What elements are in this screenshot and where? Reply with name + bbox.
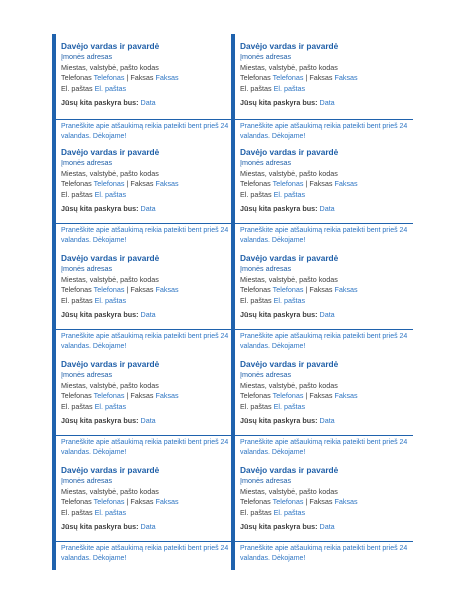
appointment-card — [235, 140, 413, 246]
company-address: Įmonės adresas — [61, 476, 113, 485]
fax-value: Faksas — [155, 285, 179, 294]
phone-value: Telefonas — [93, 285, 125, 294]
next-appointment-label: Jūsų kita paskyra bus: — [61, 98, 139, 107]
cancellation-notice: Praneškite apie atšaukimą reikia pateikti bent prieš 24 valandas. Dėkojame! — [240, 123, 408, 140]
next-appointment-line — [240, 416, 413, 426]
next-appointment-line — [240, 98, 413, 108]
phone-value: Telefonas — [93, 73, 125, 82]
appointment-card — [235, 458, 413, 564]
next-appointment-date: Data — [140, 310, 156, 319]
email-label: El. paštas — [61, 83, 93, 93]
email-label: El. paštas — [61, 295, 93, 305]
cancellation-notice: Praneškite apie atšaukimą reikia pateikti bent prieš 24 valandas. Dėkojame! — [61, 123, 229, 140]
fax-value: Faksas — [334, 285, 358, 294]
next-appointment-line — [61, 98, 234, 108]
next-appointment-date: Data — [319, 204, 335, 213]
phone-value: Telefonas — [272, 391, 304, 400]
separator: | — [305, 73, 308, 82]
divider — [56, 223, 234, 224]
separator: | — [305, 497, 308, 506]
contact-block — [240, 464, 413, 532]
company-address: Įmonės adresas — [61, 158, 113, 167]
divider — [235, 435, 413, 436]
phone-label: Telefonas — [61, 73, 92, 82]
appointment-card — [56, 140, 234, 246]
email-label: El. paštas — [240, 189, 272, 199]
city-line: Miestas, valstybė, pašto kodas — [61, 274, 159, 284]
phone-label: Telefonas — [240, 285, 271, 294]
cancellation-notice: Praneškite apie atšaukimą reikia pateikti bent prieš 24 valandas. Dėkojame! — [61, 439, 229, 456]
company-address: Įmonės adresas — [240, 264, 292, 273]
separator: | — [305, 391, 308, 400]
fax-value: Faksas — [155, 73, 179, 82]
next-appointment-date: Data — [319, 310, 335, 319]
email-label: El. paštas — [240, 295, 272, 305]
cancellation-notice: Praneškite apie atšaukimą reikia pateikti bent prieš 24 valandas. Dėkojame! — [240, 545, 408, 562]
email-line — [240, 190, 413, 201]
appointment-card — [235, 246, 413, 352]
card-column-right — [231, 34, 413, 570]
fax-label: Faksas — [309, 73, 333, 82]
company-address: Įmonės adresas — [240, 158, 292, 167]
provider-name: Davėjo vardas ir pavardė — [240, 147, 339, 157]
city-line: Miestas, valstybė, pašto kodas — [61, 486, 159, 496]
next-appointment-label: Jūsų kita paskyra bus: — [61, 310, 139, 319]
separator: | — [126, 179, 129, 188]
phone-label: Telefonas — [240, 497, 271, 506]
phone-label: Telefonas — [240, 391, 271, 400]
cancellation-notice: Praneškite apie atšaukimą reikia pateikti bent prieš 24 valandas. Dėkojame! — [240, 333, 408, 350]
fax-label: Faksas — [130, 497, 154, 506]
email-value: El. paštas — [273, 507, 306, 517]
company-address: Įmonės adresas — [61, 52, 113, 61]
provider-name: Davėjo vardas ir pavardė — [240, 41, 339, 51]
company-address: Įmonės adresas — [240, 476, 292, 485]
email-value: El. paštas — [273, 189, 306, 199]
divider — [56, 541, 234, 542]
city-line: Miestas, valstybė, pašto kodas — [240, 168, 338, 178]
phone-label: Telefonas — [61, 391, 92, 400]
provider-name: Davėjo vardas ir pavardė — [61, 359, 160, 369]
phone-fax-line — [61, 179, 234, 190]
city-line: Miestas, valstybė, pašto kodas — [61, 380, 159, 390]
email-label: El. paštas — [61, 189, 93, 199]
email-line — [240, 402, 413, 413]
provider-name: Davėjo vardas ir pavardė — [61, 41, 160, 51]
phone-value: Telefonas — [272, 73, 304, 82]
next-appointment-line — [61, 204, 234, 214]
separator: | — [126, 73, 129, 82]
phone-fax-line — [240, 497, 413, 508]
next-appointment-date: Data — [319, 416, 335, 425]
next-appointment-line — [240, 204, 413, 214]
contact-block — [240, 252, 413, 320]
contact-block — [61, 464, 234, 532]
phone-fax-line — [61, 391, 234, 402]
company-address: Įmonės adresas — [61, 370, 113, 379]
next-appointment-date: Data — [319, 98, 335, 107]
phone-fax-line — [61, 73, 234, 84]
city-line: Miestas, valstybė, pašto kodas — [61, 62, 159, 72]
next-appointment-line — [240, 522, 413, 532]
appointment-card — [235, 34, 413, 140]
email-value: El. paštas — [94, 295, 127, 305]
card-column-left — [52, 34, 234, 570]
separator: | — [126, 497, 129, 506]
fax-value: Faksas — [334, 497, 358, 506]
separator: | — [126, 391, 129, 400]
phone-value: Telefonas — [93, 179, 125, 188]
email-value: El. paštas — [273, 401, 306, 411]
phone-value: Telefonas — [93, 497, 125, 506]
email-line — [61, 402, 234, 413]
email-line — [61, 190, 234, 201]
phone-value: Telefonas — [272, 285, 304, 294]
fax-label: Faksas — [130, 391, 154, 400]
next-appointment-label: Jūsų kita paskyra bus: — [240, 204, 318, 213]
divider — [235, 541, 413, 542]
contact-block — [240, 358, 413, 426]
cancellation-notice: Praneškite apie atšaukimą reikia pateikti bent prieš 24 valandas. Dėkojame! — [61, 545, 229, 562]
next-appointment-date: Data — [140, 522, 156, 531]
fax-value: Faksas — [155, 497, 179, 506]
next-appointment-line — [61, 522, 234, 532]
cancellation-notice: Praneškite apie atšaukimą reikia pateikti bent prieš 24 valandas. Dėkojame! — [61, 333, 229, 350]
contact-block — [61, 146, 234, 214]
next-appointment-label: Jūsų kita paskyra bus: — [61, 416, 139, 425]
email-line — [61, 508, 234, 519]
fax-value: Faksas — [155, 391, 179, 400]
cancellation-notice: Praneškite apie atšaukimą reikia pateikti bent prieš 24 valandas. Dėkojame! — [61, 227, 229, 244]
email-value: El. paštas — [273, 83, 306, 93]
contact-block — [61, 40, 234, 108]
fax-label: Faksas — [130, 285, 154, 294]
next-appointment-line — [61, 416, 234, 426]
contact-block — [61, 358, 234, 426]
cancellation-notice: Praneškite apie atšaukimą reikia pateikti bent prieš 24 valandas. Dėkojame! — [240, 439, 408, 456]
phone-label: Telefonas — [240, 179, 271, 188]
next-appointment-date: Data — [140, 98, 156, 107]
provider-name: Davėjo vardas ir pavardė — [240, 253, 339, 263]
email-value: El. paštas — [273, 295, 306, 305]
contact-block — [240, 146, 413, 214]
appointment-card — [56, 352, 234, 458]
next-appointment-label: Jūsų kita paskyra bus: — [61, 204, 139, 213]
fax-label: Faksas — [309, 285, 333, 294]
contact-block — [61, 252, 234, 320]
company-address: Įmonės adresas — [240, 370, 292, 379]
company-address: Įmonės adresas — [61, 264, 113, 273]
city-line: Miestas, valstybė, pašto kodas — [240, 274, 338, 284]
email-label: El. paštas — [61, 507, 93, 517]
fax-value: Faksas — [334, 391, 358, 400]
divider — [56, 119, 234, 120]
phone-fax-line — [240, 179, 413, 190]
divider — [235, 119, 413, 120]
city-line: Miestas, valstybė, pašto kodas — [240, 486, 338, 496]
next-appointment-line — [61, 310, 234, 320]
email-label: El. paštas — [240, 83, 272, 93]
divider — [56, 435, 234, 436]
company-address: Įmonės adresas — [240, 52, 292, 61]
phone-value: Telefonas — [93, 391, 125, 400]
email-value: El. paštas — [94, 401, 127, 411]
divider — [56, 329, 234, 330]
email-label: El. paštas — [61, 401, 93, 411]
phone-label: Telefonas — [61, 179, 92, 188]
next-appointment-label: Jūsų kita paskyra bus: — [240, 522, 318, 531]
next-appointment-label: Jūsų kita paskyra bus: — [240, 98, 318, 107]
phone-value: Telefonas — [272, 497, 304, 506]
email-line — [240, 84, 413, 95]
phone-label: Telefonas — [61, 285, 92, 294]
next-appointment-date: Data — [319, 522, 335, 531]
provider-name: Davėjo vardas ir pavardė — [240, 465, 339, 475]
divider — [235, 223, 413, 224]
phone-fax-line — [61, 285, 234, 296]
phone-label: Telefonas — [240, 73, 271, 82]
divider — [235, 329, 413, 330]
provider-name: Davėjo vardas ir pavardė — [61, 147, 160, 157]
provider-name: Davėjo vardas ir pavardė — [240, 359, 339, 369]
email-value: El. paštas — [94, 83, 127, 93]
fax-value: Faksas — [334, 179, 358, 188]
phone-fax-line — [240, 73, 413, 84]
appointment-card — [56, 246, 234, 352]
appointment-card — [56, 34, 234, 140]
phone-label: Telefonas — [61, 497, 92, 506]
fax-label: Faksas — [130, 73, 154, 82]
email-value: El. paštas — [94, 507, 127, 517]
email-label: El. paštas — [240, 507, 272, 517]
fax-label: Faksas — [130, 179, 154, 188]
email-line — [240, 508, 413, 519]
appointment-card — [56, 458, 234, 564]
separator: | — [305, 179, 308, 188]
next-appointment-label: Jūsų kita paskyra bus: — [240, 416, 318, 425]
fax-label: Faksas — [309, 179, 333, 188]
provider-name: Davėjo vardas ir pavardė — [61, 465, 160, 475]
fax-label: Faksas — [309, 391, 333, 400]
phone-fax-line — [61, 497, 234, 508]
contact-block — [240, 40, 413, 108]
cancellation-notice: Praneškite apie atšaukimą reikia pateikti bent prieš 24 valandas. Dėkojame! — [240, 227, 408, 244]
email-label: El. paštas — [240, 401, 272, 411]
fax-value: Faksas — [155, 179, 179, 188]
phone-fax-line — [240, 285, 413, 296]
fax-label: Faksas — [309, 497, 333, 506]
fax-value: Faksas — [334, 73, 358, 82]
next-appointment-line — [240, 310, 413, 320]
next-appointment-date: Data — [140, 204, 156, 213]
phone-value: Telefonas — [272, 179, 304, 188]
phone-fax-line — [240, 391, 413, 402]
next-appointment-label: Jūsų kita paskyra bus: — [61, 522, 139, 531]
email-line — [61, 296, 234, 307]
provider-name: Davėjo vardas ir pavardė — [61, 253, 160, 263]
city-line: Miestas, valstybė, pašto kodas — [240, 62, 338, 72]
email-line — [240, 296, 413, 307]
city-line: Miestas, valstybė, pašto kodas — [240, 380, 338, 390]
email-line — [61, 84, 234, 95]
separator: | — [305, 285, 308, 294]
appointment-card — [235, 352, 413, 458]
next-appointment-label: Jūsų kita paskyra bus: — [240, 310, 318, 319]
separator: | — [126, 285, 129, 294]
next-appointment-date: Data — [140, 416, 156, 425]
city-line: Miestas, valstybė, pašto kodas — [61, 168, 159, 178]
email-value: El. paštas — [94, 189, 127, 199]
